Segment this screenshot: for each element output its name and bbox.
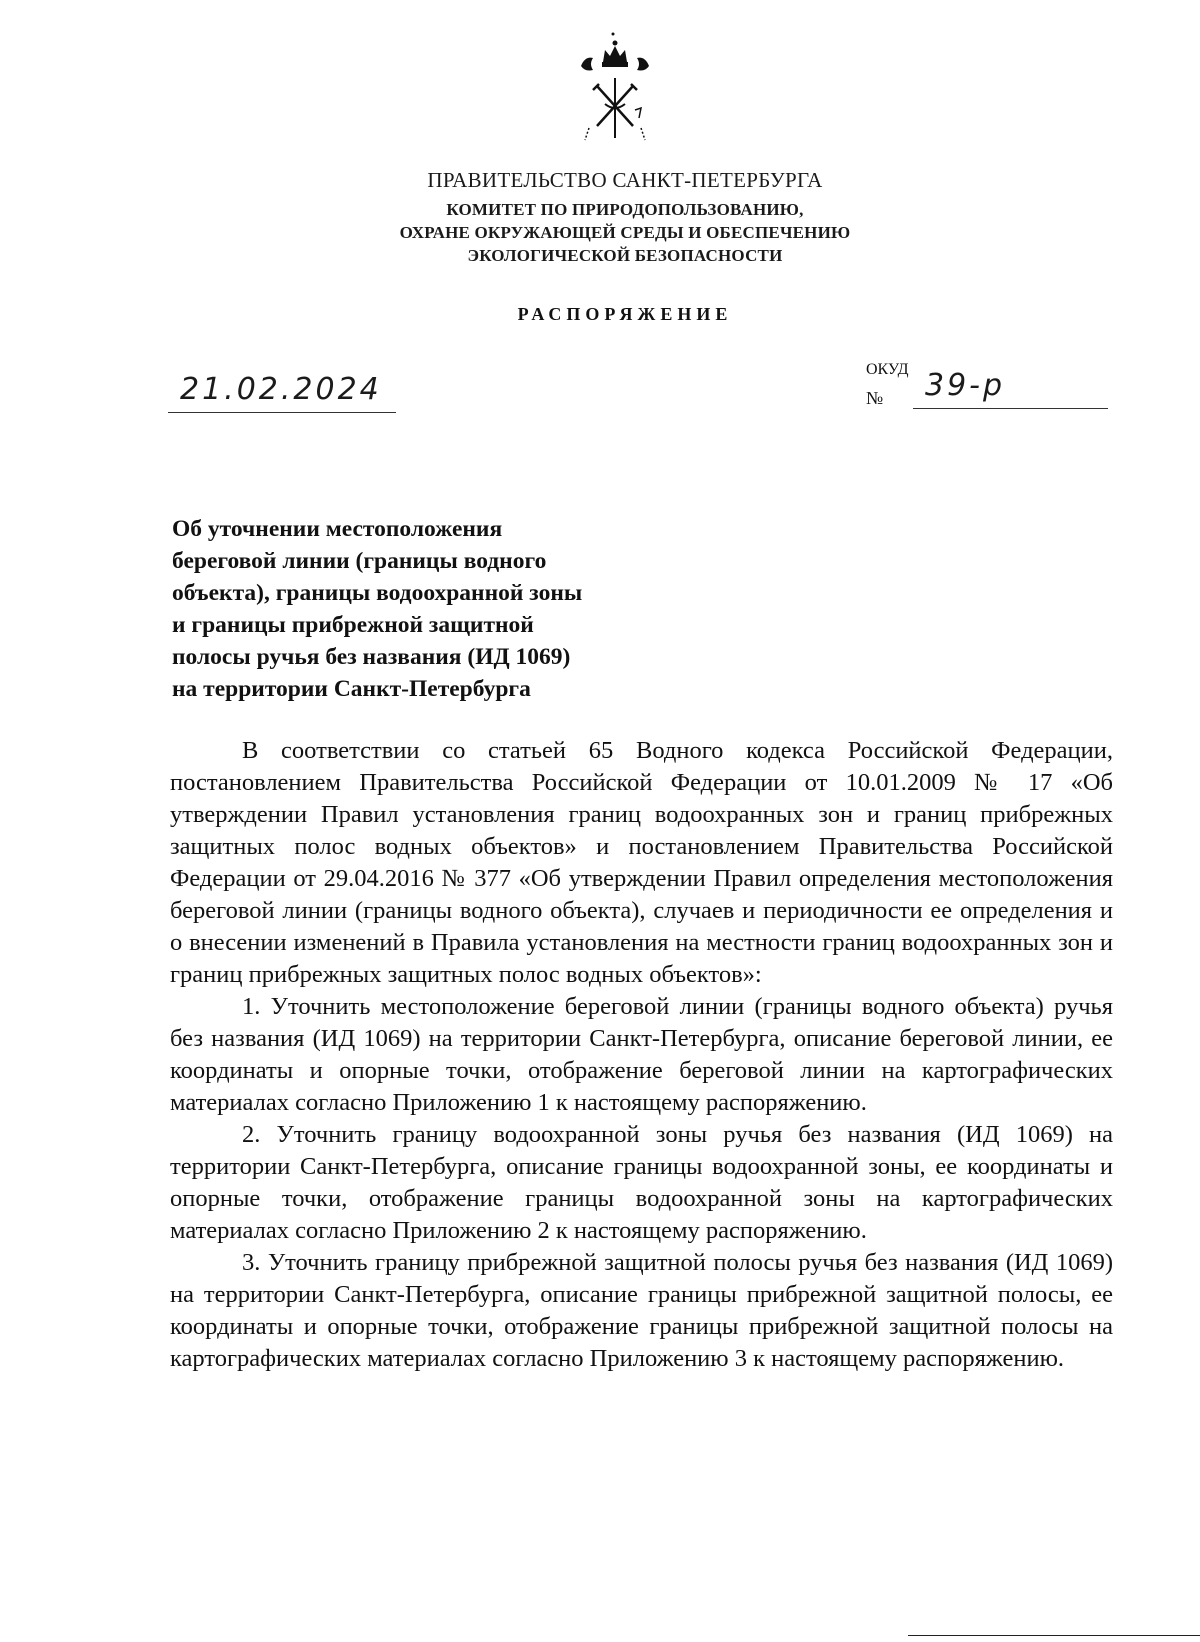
item-paragraph: 1. Уточнить местоположение береговой линии (границы водного объекта) ручья без названия (ИД 1069) на территории Санкт-Петербурга, описание береговой линии, ее координаты и опорные точки, отображение береговой линии на картографических материалах согласно Приложению 1 к настоящему распоряжению.	[170, 993, 1113, 1116]
date-field	[168, 374, 396, 413]
document-body	[170, 735, 1113, 1375]
committee-name	[300, 198, 950, 267]
title-line: полосы ручья без названия (ИД 1069)	[172, 644, 571, 670]
okud-label: ОКУД	[866, 361, 909, 378]
coat-of-arms-icon	[575, 28, 675, 148]
preamble-paragraph: В соответствии со статьей 65 Водного кодекса Российской Федерации, постановлением Правительства Российской Федерации от 10.01.2009 № 17 «Об утверждении Правил установления границ водоохранных зон и границ прибрежных защитных полос водных объектов» и постановлением Правительства Российской Федерации от 29.04.2016 № 377 «Об утверждении Правил определения местоположения береговой линии (границы водного объекта), случаев и периодичности ее определения и о внесении изменений в Правила установления на местности границ водоохранных зон и границ прибрежных защитных полос водных объектов»:	[170, 737, 1113, 988]
document-number: 39-р	[925, 368, 1006, 403]
document-date: 21.02.2024	[180, 372, 382, 407]
footer-rule	[908, 1635, 1200, 1636]
committee-line: ОХРАНЕ ОКРУЖАЮЩЕЙ СРЕДЫ И ОБЕСПЕЧЕНИЮ	[399, 223, 851, 242]
government-name: ПРАВИТЕЛЬСТВО САНКТ-ПЕТЕРБУРГА	[427, 168, 823, 192]
title-line: и границы прибрежной защитной	[172, 612, 534, 638]
committee-line: КОМИТЕТ ПО ПРИРОДОПОЛЬЗОВАНИЮ,	[446, 200, 804, 219]
item-paragraph: 3. Уточнить границу прибрежной защитной полосы ручья без названия (ИД 1069) на территории Санкт-Петербурга, описание границы прибрежной защитной полосы, ее координаты и опорные точки, отображение границы прибрежной защитной полосы на картографических материалах согласно Приложению 3 к настоящему распоряжению.	[170, 1249, 1113, 1372]
document-title	[172, 513, 692, 705]
number-field	[913, 368, 1108, 409]
title-line: Об уточнении местоположения	[172, 516, 503, 542]
title-line: объекта), границы водоохранной зоны	[172, 580, 583, 606]
committee-line: ЭКОЛОГИЧЕСКОЙ БЕЗОПАСНОСТИ	[467, 246, 783, 265]
number-label: №	[866, 388, 884, 408]
title-line: береговой линии (границы водного	[172, 548, 547, 574]
item-paragraph: 2. Уточнить границу водоохранной зоны ручья без названия (ИД 1069) на территории Санкт-Петербурга, описание границы водоохранной зоны, ее координаты и опорные точки, отображение границы водоохранной зоны на картографических материалах согласно Приложению 2 к настоящему распоряжению.	[170, 1121, 1113, 1244]
title-line: на территории Санкт-Петербурга	[172, 676, 531, 702]
document-type: РАСПОРЯЖЕНИЕ	[517, 304, 733, 324]
